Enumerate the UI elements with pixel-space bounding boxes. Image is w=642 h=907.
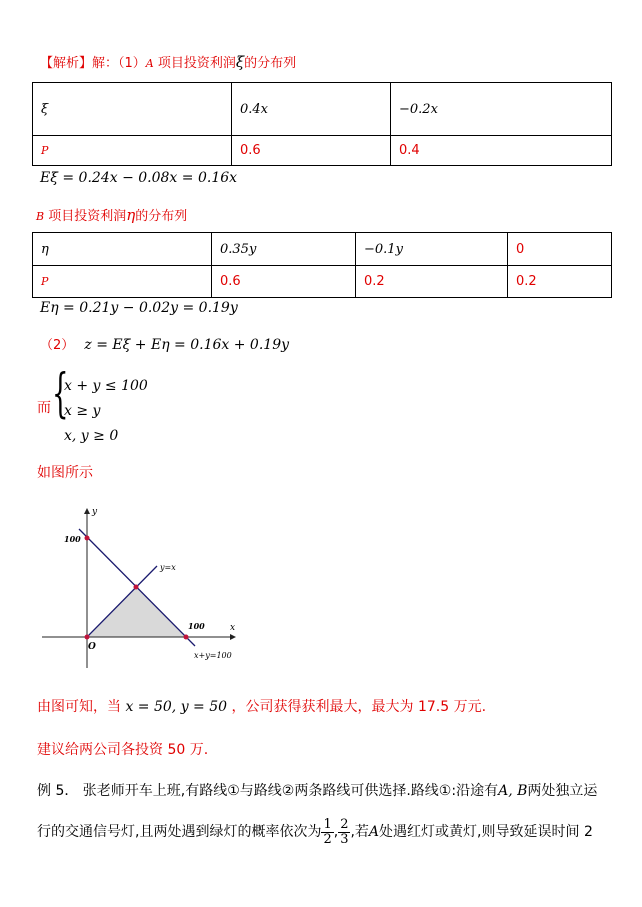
part-2 [40, 334, 289, 353]
var-b: B [36, 210, 45, 223]
table-a-cell: 0.4 [391, 136, 612, 166]
xi-symbol: ξ [235, 53, 245, 71]
table-a-cell: 0.4x [232, 83, 391, 136]
solution-heading [40, 52, 296, 71]
objective-formula: z = Eξ + Eη = 0.16x + 0.19y [84, 337, 290, 353]
example-line-1 [37, 780, 597, 800]
table-b-cell: P [33, 266, 212, 298]
fraction-one-half [321, 818, 333, 847]
table-a-cell: 0.6 [232, 136, 391, 166]
table-a-cell: P [33, 136, 232, 166]
table-b-cell: 0.2 [356, 266, 508, 298]
constraint-system [64, 374, 148, 449]
heading-part: 项目投资利润 [44, 209, 127, 224]
table-b-cell: −0.1y [356, 233, 508, 266]
table-b-cell: 0.35y [212, 233, 356, 266]
distribution-table-a [32, 82, 612, 166]
conclusion-part: ，公司获得获利最大，最大为 17.5 万元. [231, 699, 487, 715]
example-text: ,若 [350, 824, 369, 840]
point-x100 [184, 635, 189, 640]
table-b-cell: 0.2 [508, 266, 612, 298]
example-var: A [368, 824, 380, 840]
feasible-region [87, 587, 186, 637]
example-text: 处遇红灯或黄灯,则导致延误时间 2 [379, 824, 593, 840]
point-50-50 [134, 585, 139, 590]
point-origin [85, 635, 90, 640]
frac-num: 1 [323, 816, 332, 832]
origin-label: O [88, 642, 96, 652]
part-2-label: （2） [40, 338, 75, 353]
expectation-b: Eη = 0.21y − 0.02y = 0.19y [40, 300, 238, 316]
advice: 建议给两公司各投资 50 万. [37, 742, 209, 758]
var-a: A [145, 57, 154, 70]
heading-part: 的分布列 [244, 56, 297, 71]
example-vars: A, B [498, 783, 528, 799]
frac-den: 3 [340, 831, 349, 847]
line-y-eq-x-label: y=x [160, 563, 176, 572]
expectation-a: Eξ = 0.24x − 0.08x = 0.16x [40, 170, 238, 186]
conclusion-part: 由图可知，当 [37, 699, 121, 715]
constraint-line: x, y ≥ 0 [64, 428, 119, 444]
x-axis-arrow [230, 634, 236, 640]
frac-num: 2 [340, 816, 349, 832]
y-axis-label: y [92, 507, 98, 517]
conclusion [37, 696, 486, 716]
system-prefix: 而 [37, 400, 51, 416]
example-text: , [333, 824, 339, 840]
x-tick-100: 100 [188, 621, 205, 631]
table-a-cell: ξ [33, 83, 232, 136]
distribution-table-b [32, 232, 612, 298]
analysis-bracket: 【解析】 [40, 56, 93, 71]
eta-symbol: η [126, 206, 136, 224]
table-a-cell: −0.2x [391, 83, 612, 136]
table-b-cell: 0.6 [212, 266, 356, 298]
example-line-2 [37, 816, 593, 848]
example-text: 例 5． 张老师开车上班,有路线①与路线②两条路线可供选择.路线①:沿途有 [37, 783, 499, 799]
y-tick-100: 100 [64, 534, 81, 544]
feasible-region-graph [38, 498, 248, 673]
heading-b [36, 205, 187, 224]
constraint-line: x ≥ y [64, 403, 101, 419]
system-brace: { [52, 364, 69, 424]
as-shown-text: 如图所示 [37, 465, 93, 481]
heading-part: 的分布列 [135, 209, 188, 224]
x-axis-label: x [230, 623, 236, 633]
heading-part: 解：（1） [92, 56, 146, 71]
fraction-two-thirds [338, 818, 350, 847]
example-text: 两处独立运 [527, 783, 598, 799]
example-text: 行的交通信号灯,且两处遇到绿灯的概率依次为 [37, 824, 322, 840]
constraint-line: x + y ≤ 100 [64, 378, 148, 394]
point-y100 [85, 536, 90, 541]
table-b-cell: η [33, 233, 212, 266]
table-b-cell: 0 [508, 233, 612, 266]
conclusion-condition: x = 50, y = 50 [125, 699, 228, 715]
heading-part: 项目投资利润 [153, 56, 236, 71]
line-sum-label: x+y=100 [194, 651, 232, 660]
y-axis-arrow [84, 508, 90, 514]
frac-den: 2 [323, 831, 332, 847]
